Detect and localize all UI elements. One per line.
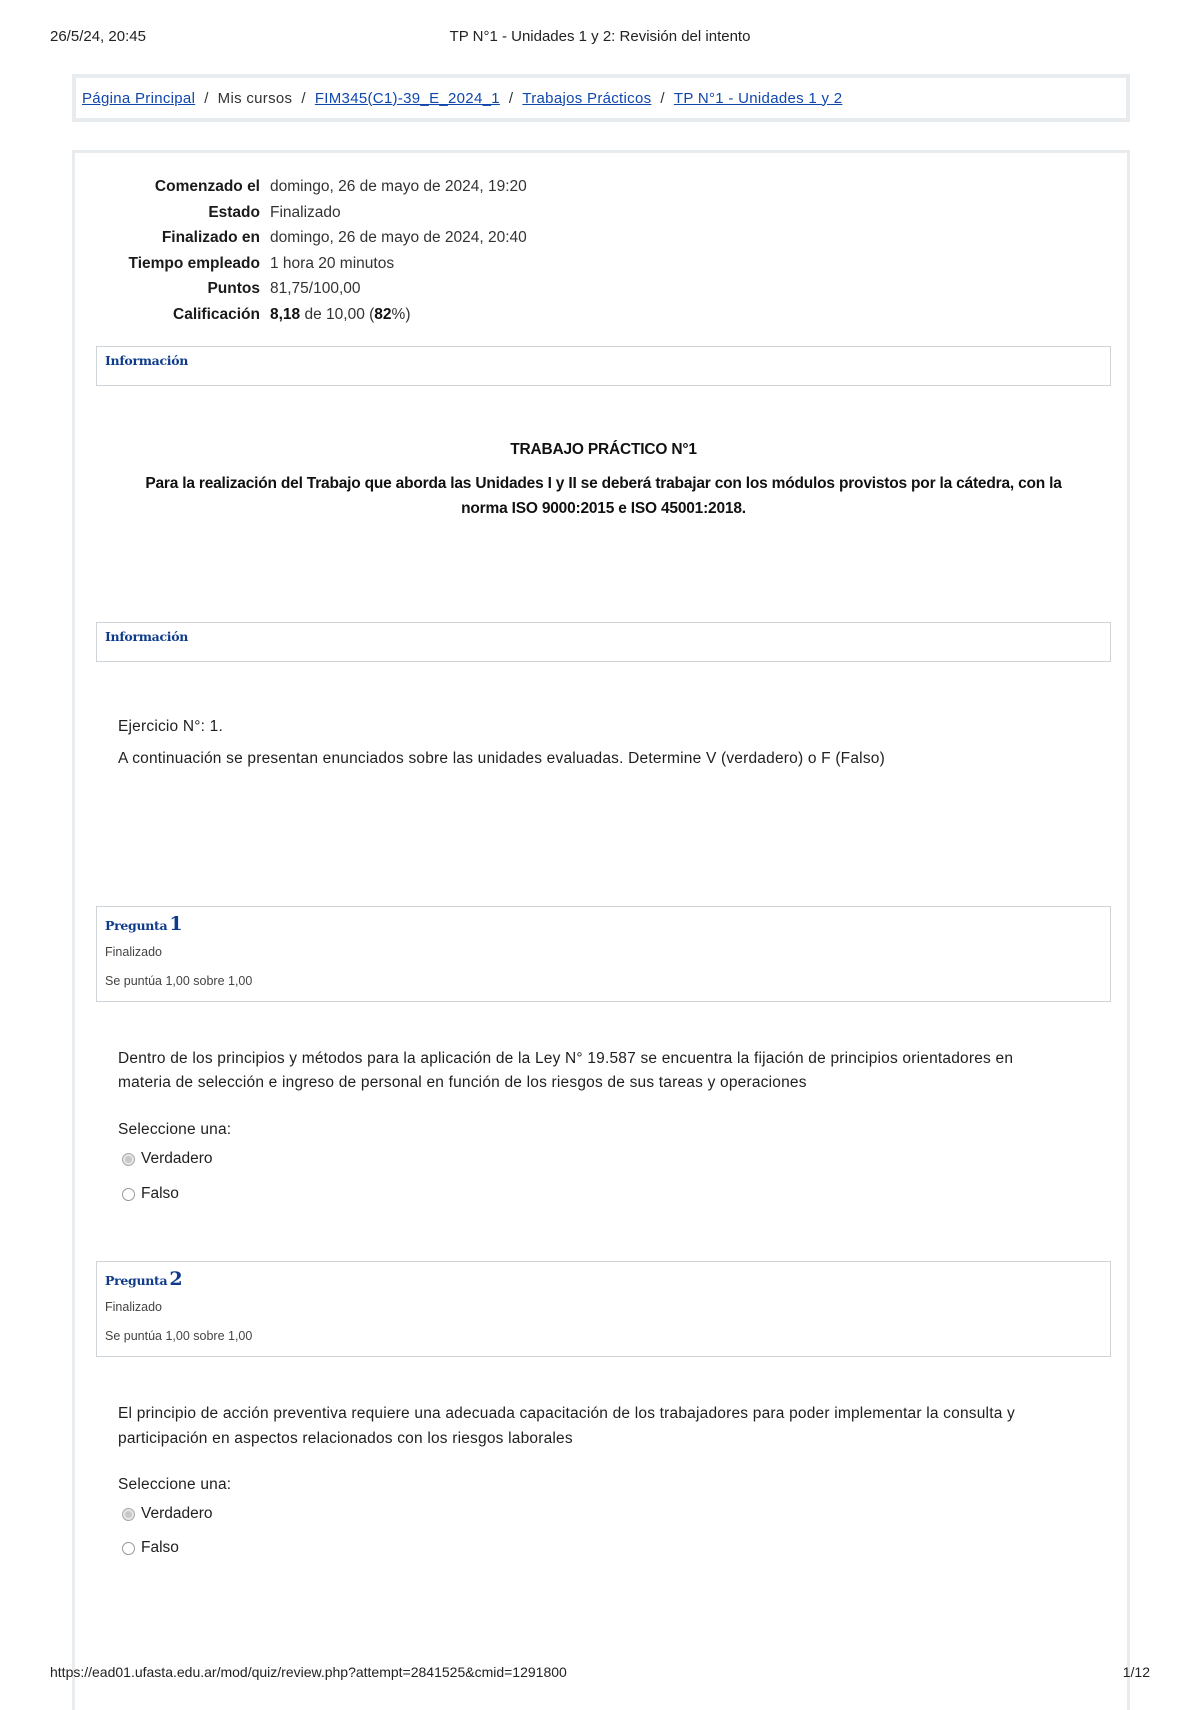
summary-value: domingo, 26 de mayo de 2024, 19:20 — [270, 178, 527, 195]
grade-end: %) — [391, 305, 411, 323]
question-number: 2 — [169, 1268, 183, 1290]
question-grade: Se puntúa 1,00 sobre 1,00 — [105, 974, 253, 988]
question-grade: Se puntúa 1,00 sobre 1,00 — [105, 1329, 253, 1343]
breadcrumb-home-link[interactable]: Página Principal — [82, 89, 196, 107]
question-text-line2: materia de selección e ingreso de personal en función de los riesgos de sus tareas y operaciones — [118, 1074, 807, 1091]
breadcrumb-course-link[interactable]: FIM345(C1)-39_E_2024_1 — [314, 89, 500, 107]
question-label: Pregunta — [105, 918, 168, 933]
option-label: Falso — [141, 1185, 179, 1202]
print-page-number: 1/12 — [1122, 1664, 1150, 1680]
question-text-line1: El principio de acción preventiva requiere una adecuada capacitación de los trabajadores para poder implementar la consulta y — [118, 1405, 1015, 1422]
grade-value: 8,18 — [270, 305, 301, 323]
option-true[interactable] — [122, 1505, 213, 1523]
radio-icon[interactable] — [122, 1188, 135, 1201]
tp-title: TRABAJO PRÁCTICO N°1 — [510, 441, 697, 458]
info-heading: Información — [105, 629, 189, 644]
summary-label: Puntos — [207, 280, 260, 297]
tp-instructions-line1: Para la realización del Trabajo que aborda las Unidades I y II se deberá trabajar con los módulos provistos por la cátedra, con la — [145, 475, 1062, 492]
summary-label: Calificación — [173, 305, 260, 323]
grade-percent: 82 — [374, 305, 392, 323]
print-header — [50, 28, 1150, 48]
question-text-line2: participación en aspectos relacionados con los riesgos laborales — [118, 1430, 573, 1447]
question-heading — [105, 913, 182, 935]
option-true[interactable] — [122, 1150, 213, 1168]
breadcrumb — [72, 74, 1130, 122]
grade-of: de 10,00 ( — [300, 305, 375, 323]
select-one-label: Seleccione una: — [118, 1121, 232, 1138]
question-heading — [105, 1268, 182, 1290]
radio-icon[interactable] — [122, 1542, 135, 1555]
info-box — [96, 346, 1111, 386]
select-one-label: Seleccione una: — [118, 1476, 232, 1493]
tp-instructions-line2: norma ISO 9000:2015 e ISO 45001:2018. — [461, 500, 746, 517]
breadcrumb-my-courses: Mis cursos — [217, 89, 293, 107]
breadcrumb-separator: / — [204, 89, 209, 107]
print-datetime: 26/5/24, 20:45 — [50, 28, 146, 45]
summary-label: Comenzado el — [154, 178, 260, 195]
summary-value — [270, 306, 410, 324]
print-title: TP N°1 - Unidades 1 y 2: Revisión del intento — [449, 28, 751, 45]
exercise-label: Ejercicio N°: 1. — [118, 718, 224, 735]
summary-label: Tiempo empleado — [128, 254, 260, 272]
question-info-box — [96, 1261, 1111, 1357]
summary-label: Estado — [208, 203, 260, 221]
breadcrumb-quiz-link[interactable]: TP N°1 - Unidades 1 y 2 — [673, 89, 843, 107]
summary-value: 1 hora 20 minutos — [270, 254, 395, 272]
print-url: https://ead01.ufasta.edu.ar/mod/quiz/review.php?attempt=2841525&cmid=1291800 — [50, 1664, 567, 1680]
radio-checked-icon[interactable] — [122, 1153, 135, 1166]
exercise-text: A continuación se presentan enunciados sobre las unidades evaluadas. Determine V (verdadero) o F (Falso) — [118, 750, 885, 767]
info-box — [96, 622, 1111, 662]
question-info-box — [96, 906, 1111, 1002]
breadcrumb-separator: / — [660, 89, 665, 107]
summary-value: 81,75/100,00 — [270, 280, 361, 297]
option-label: Falso — [141, 1539, 179, 1556]
summary-value: domingo, 26 de mayo de 2024, 20:40 — [270, 229, 527, 246]
breadcrumb-separator: / — [508, 89, 514, 107]
option-false[interactable] — [122, 1185, 179, 1203]
summary-value: Finalizado — [270, 203, 341, 221]
question-state: Finalizado — [105, 1300, 162, 1314]
question-state: Finalizado — [105, 945, 162, 959]
summary-label: Finalizado en — [161, 229, 260, 246]
option-false[interactable] — [122, 1539, 179, 1557]
breadcrumb-separator: / — [301, 89, 306, 107]
info-heading: Información — [105, 353, 189, 368]
question-number: 1 — [169, 913, 183, 935]
option-label: Verdadero — [141, 1150, 213, 1167]
question-text-line1: Dentro de los principios y métodos para la aplicación de la Ley N° 19.587 se encuentra la fijación de principios orientadores en — [118, 1050, 1014, 1067]
breadcrumb-practicals-link[interactable]: Trabajos Prácticos — [522, 89, 652, 107]
radio-checked-icon[interactable] — [122, 1508, 135, 1521]
option-label: Verdadero — [141, 1505, 213, 1522]
question-label: Pregunta — [105, 1273, 168, 1288]
